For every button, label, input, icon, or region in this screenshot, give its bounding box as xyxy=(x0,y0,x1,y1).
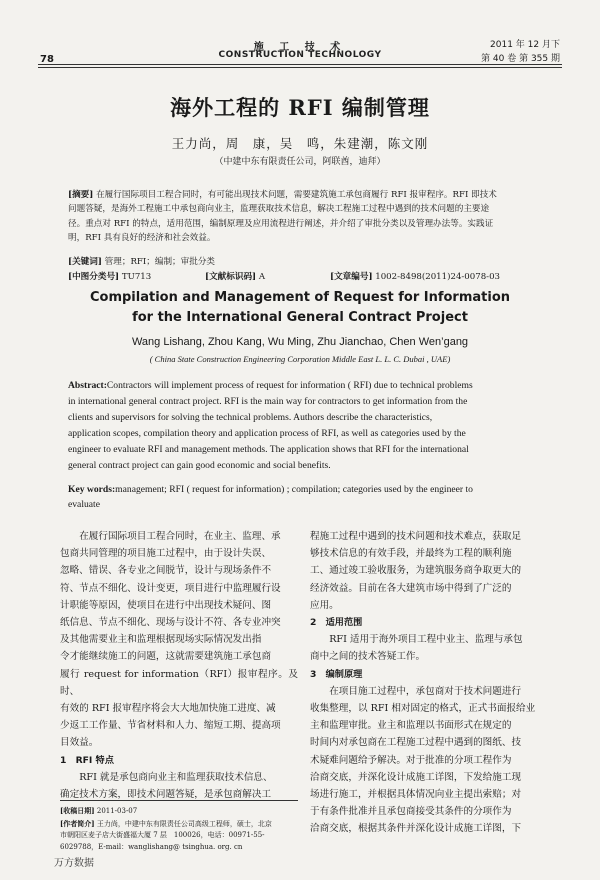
footnote-rule xyxy=(60,800,298,801)
title-en-line1: Compilation and Management of Request for Information xyxy=(89,290,511,305)
abstract-cn-line: 问题答疑，是海外工程施工中承包商向业主，监理获取技术信息，解决工程施工过程中遇到的技术问题的主要途 xyxy=(68,204,490,215)
watermark: 万方数据 xyxy=(54,858,94,869)
title-en-line2: for the International General Contract Project xyxy=(132,310,468,325)
abstract-cn-line: [摘要] 在履行国际项目工程合同时，有可能出现技术问题，需要建筑施工承包商履行 RFI 报审程序。RFI 即技术 xyxy=(68,190,497,200)
abstract-en-line: Abstract:Contractors will implement process of request for information ( RFI) due to technical problems xyxy=(68,380,473,391)
body-column-left xyxy=(60,528,298,803)
intro-paragraph: 在履行国际项目工程合同时，在业主、监理、承 包商共同管理的项目施工过程中，由于设计失误、 忽略、错误、各专业之间脱节，设计与现场条件不 符、节点不细化、设计变更，项目进行中监理履行设 计职能等原因，使项目在进行中出现技术疑问、图 纸信息、节点不细化、现场与设计不符、各专业冲突 及其他需要业主和监理根据现场实际情况发出指 令才能继续施工的问题，这就需要建筑施工承包商 履行 request for information（RFI）报审程序。及时、 有效的 RFI 报审程序将会大大地加快施工进度、减 少返工工作量、节省材料和人力、缩短工期、提高项 目效益。 xyxy=(60,531,298,749)
abstract-en-line: clients and supervisors for solving the technical problems. Authors describe the characteristics, xyxy=(68,412,433,424)
section-2-paragraph: RFI 适用于海外项目工程中业主、监理与承包 商中之间的技术答疑工作。 xyxy=(310,634,523,663)
title-cn: 海外工程的 RFI 编制管理 xyxy=(170,95,430,120)
keywords-en-line: Key words:management; RFI ( request for information) ; compilation; categories used by the engineer to xyxy=(68,484,473,495)
doc-code: [文献标识码] A xyxy=(205,272,266,282)
header-rule-thin xyxy=(38,67,562,68)
continued-paragraph: 程施工过程中遇到的技术问题和技术难点，获取足 够技术信息的有效手段，并最终为工程的顺利施 工、通过竣工验收服务，为建筑服务商争取更大的 经济效益。目前在各大建筑市场中得到了广泛的 应用。 xyxy=(310,531,522,611)
abstract-en-line: in international general contract project. RFI is the main way for contractors to get information from the xyxy=(68,396,468,408)
keywords-cn-label: [关键词] xyxy=(68,257,102,267)
section-1-paragraph: RFI 就是承包商向业主和监理获取技术信息、 确定技术方案，即技术问题答疑，是承包商解决工 xyxy=(60,771,273,801)
abstract-cn-line: 明，RFI 具有良好的经济和社会效益。 xyxy=(68,233,216,244)
abstract-en-line: general contract project can gain good economic and social benefits. xyxy=(68,460,331,472)
author-info-line: 6029788，E-mail：wanglishang@ tsinghua. org. cn xyxy=(60,842,243,851)
keywords-cn xyxy=(68,255,215,267)
body-column-right xyxy=(310,528,548,838)
abstract-cn xyxy=(68,188,546,246)
author-info-line: [作者简介] 王力尚，中建中东有限责任公司高级工程师，硕士，北京 xyxy=(60,818,272,828)
abstract-cn-line: 径。重点对 RFI 的特点，适用范围，编制原理及应用流程进行阐述，并介绍了审批分类以及管理办法等。实践证 xyxy=(68,218,494,229)
received-date: [收稿日期] 2011-03-07 xyxy=(60,806,138,815)
volume-issue: 第 40 卷 第 355 期 xyxy=(481,54,560,64)
keywords-cn-value: 管理；RFI；编制；审批分类 xyxy=(104,257,216,267)
abstract-cn-label: [摘要] xyxy=(68,190,94,200)
page-number: 78 xyxy=(40,54,54,65)
section-3-paragraph: 在项目施工过程中，承包商对于技术问题进行 收集整理，以 RFI 相对固定的格式，正式书面报给业 主和监理审批。业主和监理以书面形式在规定的 时间内对承包商在工程施工过程中遇到的图纸、技 术疑难问题给予解决。对于批准的分项工程作为 洽商交底，并深化设计成施工详图，下发给施工现 场进行施工，并根据具体情况向业主提出索赔；对 于有条件批准并且承包商接受其条件的分项作为 洽商交底，根据其条件并深化设计成施工详图，下 xyxy=(310,685,536,835)
issue-date: 2011 年 12 月下 xyxy=(490,40,560,50)
keywords-en xyxy=(68,482,548,512)
author-info-line: 市朝阳区麦子店大街盛福大厦 7 层 100026，电话：00971-55- xyxy=(60,831,265,839)
abstract-en-label: Abstract: xyxy=(68,380,107,391)
authors-en: Wang Lishang, Zhou Kang, Wu Ming, Zhu Jianchao, Chen Wen’gang xyxy=(131,336,469,348)
header-rule xyxy=(38,64,562,65)
keywords-en-label: Key words: xyxy=(68,484,116,495)
abstract-en-line: engineer to evaluate RFI and management methods. The application shows that RFI for the international xyxy=(68,444,469,456)
section-heading-2: 2 适用范围 xyxy=(310,617,363,629)
abstract-en-line: application scopes, compilation theory and application process of RFI, as well as categories used by the xyxy=(68,428,466,440)
journal-name-cn: 施 工 技 术 xyxy=(253,42,347,53)
affiliation-en: ( China State Construction Engineering Corporation Middle East L. L. C. Dubai , UAE) xyxy=(149,354,451,364)
section-heading-3: 3 编制原理 xyxy=(310,668,363,680)
class-number: [中图分类号] TU713 xyxy=(68,272,152,282)
footnote xyxy=(60,805,300,853)
section-heading-1: 1 RFI 特点 xyxy=(60,754,114,766)
abstract-en xyxy=(68,378,548,475)
article-number: [文章编号] 1002-8498(2011)24-0078-03 xyxy=(330,272,501,282)
journal-name-en: CONSTRUCTION TECHNOLOGY xyxy=(218,50,382,60)
affiliation-cn: （中建中东有限责任公司，阿联酋，迪拜） xyxy=(214,157,386,167)
authors-cn: 王力尚，周 康，吴 鸣，朱建潮，陈文刚 xyxy=(171,136,429,151)
keywords-en-line: evaluate xyxy=(68,499,100,510)
